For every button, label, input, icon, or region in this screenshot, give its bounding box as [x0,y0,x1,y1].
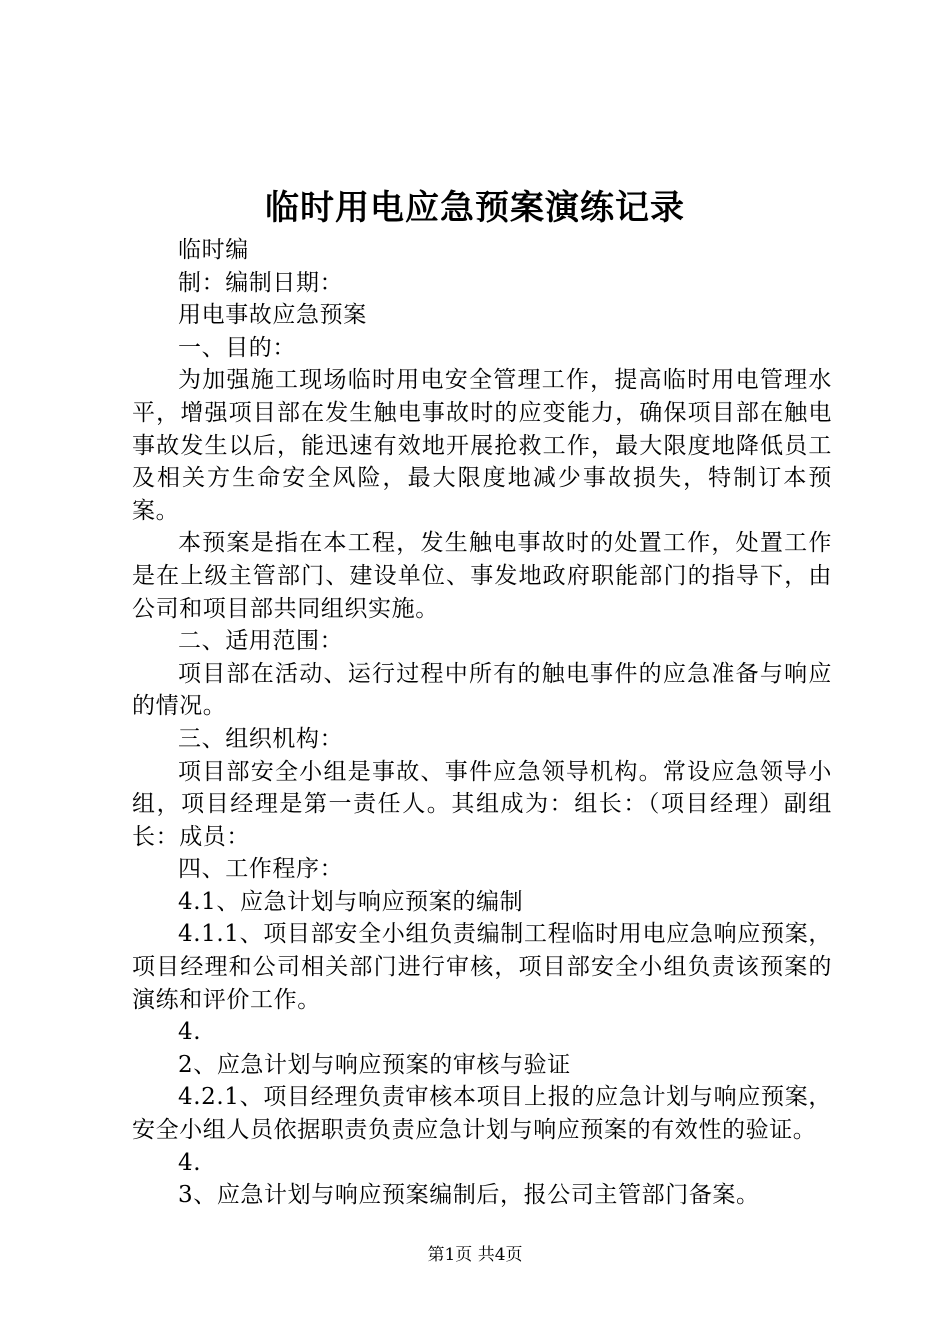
paragraph: 项目部安全小组是事故、事件应急领导机构。常设应急领导小组，项目经理是第一责任人。其组成为：组长：（项目经理）副组长：成员： [132,758,832,850]
paragraph: 3、应急计划与响应预案编制后，报公司主管部门备案。 [178,1182,760,1209]
paragraph: 4. [178,1019,202,1046]
paragraph: 临时编 [178,237,249,263]
paragraph: 4. [178,1149,202,1176]
subsection-heading: 4.1、应急计划与响应预案的编制 [178,888,524,915]
paragraph: 项目部在活动、运行过程中所有的触电事件的应急准备与响应的情况。 [132,660,832,720]
section-heading: 二、适用范围： [178,628,344,655]
section-heading: 四、工作程序： [178,856,344,883]
section-heading: 一、目的： [178,334,296,361]
paragraph: 4.2.1、项目经理负责审核本项目上报的应急计划与响应预案，安全小组人员依据职责负责应急计划与响应预案的有效性的验证。 [132,1084,832,1144]
document-title: 临时用电应急预案演练记录 [265,188,685,228]
paragraph: 4.1.1、项目部安全小组负责编制工程临时用电应急响应预案，项目经理和公司相关部门进行审核，项目部安全小组负责该预案的演练和评价工作。 [132,921,832,1013]
paragraph: 用电事故应急预案 [178,302,367,329]
section-heading: 三、组织机构： [178,725,344,752]
subsection-heading: 2、应急计划与响应预案的审核与验证 [178,1051,571,1078]
document-body [132,234,832,1212]
page-footer: 第1页 共4页 [427,1245,523,1265]
paragraph: 为加强施工现场临时用电安全管理工作，提高临时用电管理水平，增强项目部在发生触电事故时的应变能力，确保项目部在触电事故发生以后，能迅速有效地开展抢救工作，最大限度地降低员工及相关方生命安全风险，最大限度地减少事故损失，特制订本预案。 [132,367,832,524]
paragraph: 制：编制日期： [178,269,344,296]
paragraph: 本预案是指在本工程，发生触电事故时的处置工作，处置工作是在上级主管部门、建设单位、事发地政府职能部门的指导下，由公司和项目部共同组织实施。 [132,530,832,622]
